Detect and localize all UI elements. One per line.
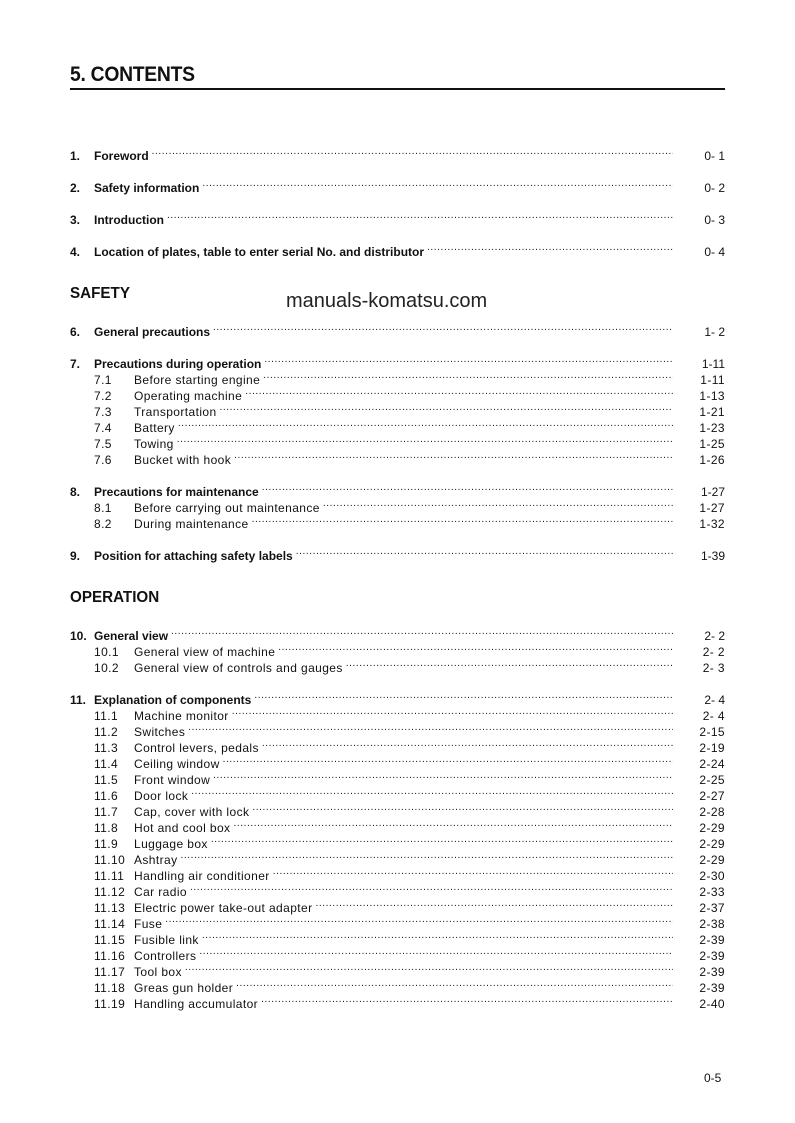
dot-leader bbox=[177, 432, 673, 448]
toc-entry-fusible-link[interactable] bbox=[70, 928, 725, 947]
entry-page: 1-27 bbox=[699, 501, 725, 515]
dot-leader bbox=[223, 752, 673, 768]
entry-page: 1-27 bbox=[700, 485, 725, 499]
entry-page: 2-33 bbox=[699, 885, 725, 899]
entry-page: 2-29 bbox=[699, 821, 725, 835]
entry-page: 1-21 bbox=[699, 405, 725, 419]
entry-number: 11.7 bbox=[94, 805, 119, 819]
entry-number: 7.6 bbox=[94, 453, 112, 467]
entry-number: 7.2 bbox=[94, 389, 112, 403]
entry-number: 8.2 bbox=[94, 517, 112, 531]
entry-page: 2-29 bbox=[699, 853, 725, 867]
entry-page: 2-39 bbox=[699, 933, 725, 947]
entry-number: 2. bbox=[70, 181, 81, 195]
entry-page: 0- 4 bbox=[704, 245, 725, 259]
dot-leader bbox=[323, 496, 673, 512]
toc-entry-grease-gun-holder[interactable] bbox=[70, 976, 725, 995]
dot-leader bbox=[233, 816, 673, 832]
entry-page: 2-27 bbox=[699, 789, 725, 803]
dot-leader bbox=[278, 640, 673, 656]
entry-label: General view of controls and gauges bbox=[134, 661, 343, 675]
entry-label: Cap, cover with lock bbox=[134, 805, 250, 819]
entry-label: Before starting engine bbox=[134, 373, 261, 387]
entry-number: 11.2 bbox=[94, 725, 119, 739]
page-title: 5. CONTENTS bbox=[70, 62, 725, 90]
dot-leader bbox=[213, 320, 673, 336]
entry-label: Precautions during operation bbox=[94, 357, 262, 371]
entry-page: 2-38 bbox=[699, 917, 725, 931]
dot-leader bbox=[262, 480, 673, 496]
entry-page: 1-13 bbox=[699, 389, 725, 403]
entry-label: Control levers, pedals bbox=[134, 741, 259, 755]
entry-page: 1-11 bbox=[700, 373, 725, 387]
toc-entry-general-view[interactable] bbox=[70, 624, 725, 643]
entry-page: 0- 2 bbox=[704, 181, 725, 195]
toc-entry-ceiling-window[interactable] bbox=[70, 752, 725, 771]
entry-page: 1- 2 bbox=[704, 325, 725, 339]
toc-entry-general-view-of-controls[interactable] bbox=[70, 656, 725, 675]
dot-leader bbox=[427, 240, 673, 256]
toc-entry-door-lock[interactable] bbox=[70, 784, 725, 803]
entry-number: 7.5 bbox=[94, 437, 112, 451]
toc-entry-location-of-plates[interactable] bbox=[70, 240, 725, 259]
entry-page: 2-37 bbox=[699, 901, 725, 915]
toc-entry-before-carrying-out-maintenance[interactable] bbox=[70, 496, 725, 515]
entry-page: 2-39 bbox=[699, 949, 725, 963]
entry-number: 10. bbox=[70, 629, 87, 643]
toc-entry-precautions-during-operation[interactable] bbox=[70, 352, 725, 371]
entry-page: 2-39 bbox=[699, 965, 725, 979]
entry-label: General view bbox=[94, 629, 169, 643]
entry-label: General view of machine bbox=[134, 645, 276, 659]
entry-label: Handling accumulator bbox=[134, 997, 259, 1011]
toc-entry-towing[interactable] bbox=[70, 432, 725, 451]
toc-entry-during-maintenance[interactable] bbox=[70, 512, 725, 531]
entry-label: Electric power take-out adapter bbox=[134, 901, 313, 915]
entry-page: 2- 2 bbox=[702, 645, 725, 659]
entry-number: 7.1 bbox=[94, 373, 112, 387]
entry-number: 11.6 bbox=[94, 789, 119, 803]
dot-leader bbox=[220, 400, 673, 416]
dot-leader bbox=[199, 944, 673, 960]
dot-leader bbox=[236, 976, 673, 992]
entry-number: 8. bbox=[70, 485, 81, 499]
dot-leader bbox=[171, 624, 673, 640]
entry-page: 2- 4 bbox=[702, 709, 725, 723]
entry-label: Foreword bbox=[94, 149, 149, 163]
footer-page-number: 0-5 bbox=[704, 1071, 722, 1085]
toc-entry-bucket-with-hook[interactable] bbox=[70, 448, 725, 467]
entry-number: 7.4 bbox=[94, 421, 112, 435]
entry-label: Fuse bbox=[134, 917, 163, 931]
dot-leader bbox=[262, 736, 673, 752]
entry-label: Ceiling window bbox=[134, 757, 220, 771]
entry-label: Precautions for maintenance bbox=[94, 485, 259, 499]
toc-entry-battery[interactable] bbox=[70, 416, 725, 435]
toc-entry-handling-air-conditioner[interactable] bbox=[70, 864, 725, 883]
entry-page: 1-39 bbox=[700, 549, 725, 563]
dot-leader bbox=[261, 992, 673, 1008]
toc-entry-precautions-for-maintenance[interactable] bbox=[70, 480, 725, 499]
entry-number: 11.13 bbox=[94, 901, 126, 915]
entry-page: 2- 4 bbox=[704, 693, 725, 707]
entry-page: 1-23 bbox=[699, 421, 725, 435]
toc-entry-fuse[interactable] bbox=[70, 912, 725, 931]
entry-number: 8.1 bbox=[94, 501, 112, 515]
toc-entry-luggage-box[interactable] bbox=[70, 832, 725, 851]
dot-leader bbox=[167, 208, 673, 224]
entry-label: During maintenance bbox=[134, 517, 249, 531]
toc-entry-safety-information[interactable] bbox=[70, 176, 725, 195]
toc-entry-position-for-safety-labels[interactable] bbox=[70, 544, 725, 563]
dot-leader bbox=[254, 688, 673, 704]
entry-number: 11.10 bbox=[94, 853, 126, 867]
dot-leader bbox=[315, 896, 673, 912]
entry-label: Switches bbox=[134, 725, 186, 739]
toc-entry-tool-box[interactable] bbox=[70, 960, 725, 979]
entry-number: 11.11 bbox=[94, 869, 125, 883]
entry-page: 2- 3 bbox=[702, 661, 725, 675]
entry-number: 11.16 bbox=[94, 949, 126, 963]
dot-leader bbox=[185, 960, 673, 976]
entry-label: Controllers bbox=[134, 949, 197, 963]
entry-label: Door lock bbox=[134, 789, 189, 803]
dot-leader bbox=[190, 880, 673, 896]
entry-page: 2-39 bbox=[699, 981, 725, 995]
toc-entry-operating-machine[interactable] bbox=[70, 384, 725, 403]
dot-leader bbox=[346, 656, 673, 672]
toc-entry-machine-monitor[interactable] bbox=[70, 704, 725, 723]
toc-entry-control-levers-pedals[interactable] bbox=[70, 736, 725, 755]
entry-page: 1-26 bbox=[699, 453, 725, 467]
dot-leader bbox=[211, 832, 673, 848]
entry-number: 7. bbox=[70, 357, 81, 371]
toc-entry-front-window[interactable] bbox=[70, 768, 725, 787]
toc-entry-handling-accumulator[interactable] bbox=[70, 992, 725, 1011]
entry-number: 11.15 bbox=[94, 933, 126, 947]
entry-number: 6. bbox=[70, 325, 81, 339]
entry-page: 1-32 bbox=[699, 517, 725, 531]
entry-number: 10.2 bbox=[94, 661, 119, 675]
dot-leader bbox=[191, 784, 673, 800]
dot-leader bbox=[202, 928, 673, 944]
toc-entry-cap-cover-with-lock[interactable] bbox=[70, 800, 725, 819]
entry-label: Machine monitor bbox=[134, 709, 229, 723]
toc-entry-hot-and-cool-box[interactable] bbox=[70, 816, 725, 835]
toc-entry-introduction[interactable] bbox=[70, 208, 725, 227]
entry-page: 1-11 bbox=[701, 357, 725, 371]
toc-entry-general-view-of-machine[interactable] bbox=[70, 640, 725, 659]
dot-leader bbox=[234, 448, 673, 464]
entry-label: Introduction bbox=[94, 213, 164, 227]
entry-label: Transportation bbox=[134, 405, 217, 419]
entry-number: 11.5 bbox=[94, 773, 119, 787]
entry-label: Operating machine bbox=[134, 389, 243, 403]
entry-page: 2-15 bbox=[699, 725, 725, 739]
entry-page: 2- 2 bbox=[704, 629, 725, 643]
entry-page: 1-25 bbox=[699, 437, 725, 451]
dot-leader bbox=[202, 176, 673, 192]
entry-label: Handling air conditioner bbox=[134, 869, 270, 883]
entry-number: 11.12 bbox=[94, 885, 126, 899]
entry-number: 11.17 bbox=[94, 965, 126, 979]
entry-page: 0- 1 bbox=[704, 149, 725, 163]
dot-leader bbox=[180, 848, 673, 864]
entry-number: 1. bbox=[70, 149, 81, 163]
entry-page: 0- 3 bbox=[704, 213, 725, 227]
dot-leader bbox=[252, 512, 673, 528]
entry-label: Greas gun holder bbox=[134, 981, 234, 995]
toc-entry-explanation-of-components[interactable] bbox=[70, 688, 725, 707]
dot-leader bbox=[178, 416, 673, 432]
dot-leader bbox=[188, 720, 673, 736]
entry-page: 2-25 bbox=[699, 773, 725, 787]
dot-leader bbox=[252, 800, 673, 816]
entry-label: Location of plates, table to enter serial No. and distributor bbox=[94, 245, 425, 259]
entry-number: 11.1 bbox=[94, 709, 119, 723]
toc-entry-car-radio[interactable] bbox=[70, 880, 725, 899]
dot-leader bbox=[264, 352, 673, 368]
entry-label: Bucket with hook bbox=[134, 453, 232, 467]
entry-label: Towing bbox=[134, 437, 174, 451]
entry-number: 11.18 bbox=[94, 981, 126, 995]
entry-number: 11.3 bbox=[94, 741, 119, 755]
dot-leader bbox=[213, 768, 673, 784]
entry-label: Hot and cool box bbox=[134, 821, 231, 835]
dot-leader bbox=[152, 144, 673, 160]
dot-leader bbox=[165, 912, 673, 928]
toc-entry-transportation[interactable] bbox=[70, 400, 725, 419]
entry-number: 3. bbox=[70, 213, 81, 227]
toc-entry-ashtray[interactable] bbox=[70, 848, 725, 867]
entry-number: 11.9 bbox=[94, 837, 119, 851]
toc-entry-general-precautions[interactable] bbox=[70, 320, 725, 339]
entry-number: 9. bbox=[70, 549, 81, 563]
toc-entry-switches[interactable] bbox=[70, 720, 725, 739]
entry-label: Car radio bbox=[134, 885, 187, 899]
entry-label: Tool box bbox=[134, 965, 182, 979]
entry-number: 10.1 bbox=[94, 645, 119, 659]
toc-entry-controllers[interactable] bbox=[70, 944, 725, 963]
entry-label: Explanation of components bbox=[94, 693, 252, 707]
dot-leader bbox=[296, 544, 673, 560]
watermark: manuals-komatsu.com bbox=[286, 290, 488, 312]
toc-entry-foreword[interactable] bbox=[70, 144, 725, 163]
entry-label: Fusible link bbox=[134, 933, 199, 947]
entry-label: Before carrying out maintenance bbox=[134, 501, 320, 515]
toc-entry-electric-power-adapter[interactable] bbox=[70, 896, 725, 915]
toc-entry-before-starting-engine[interactable] bbox=[70, 368, 725, 387]
entry-page: 2-19 bbox=[699, 741, 725, 755]
entry-page: 2-30 bbox=[699, 869, 725, 883]
entry-label: Luggage box bbox=[134, 837, 208, 851]
entry-page: 2-24 bbox=[699, 757, 725, 771]
entry-label: General precautions bbox=[94, 325, 211, 339]
entry-page: 2-40 bbox=[699, 997, 725, 1011]
entry-page: 2-29 bbox=[699, 837, 725, 851]
dot-leader bbox=[263, 368, 673, 384]
entry-label: Front window bbox=[134, 773, 211, 787]
entry-number: 11.19 bbox=[94, 997, 126, 1011]
entry-label: Position for attaching safety labels bbox=[94, 549, 293, 563]
entry-number: 11.14 bbox=[94, 917, 126, 931]
section-heading-safety: SAFETY bbox=[70, 285, 130, 302]
entry-number: 11.4 bbox=[94, 757, 119, 771]
entry-number: 7.3 bbox=[94, 405, 112, 419]
dot-leader bbox=[245, 384, 673, 400]
entry-page: 2-28 bbox=[699, 805, 725, 819]
section-heading-operation: OPERATION bbox=[70, 589, 160, 606]
dot-leader bbox=[232, 704, 673, 720]
entry-number: 11. bbox=[70, 693, 87, 707]
entry-label: Ashtray bbox=[134, 853, 178, 867]
entry-number: 4. bbox=[70, 245, 81, 259]
entry-number: 11.8 bbox=[94, 821, 119, 835]
entry-label: Safety information bbox=[94, 181, 200, 195]
entry-label: Battery bbox=[134, 421, 175, 435]
dot-leader bbox=[273, 864, 673, 880]
